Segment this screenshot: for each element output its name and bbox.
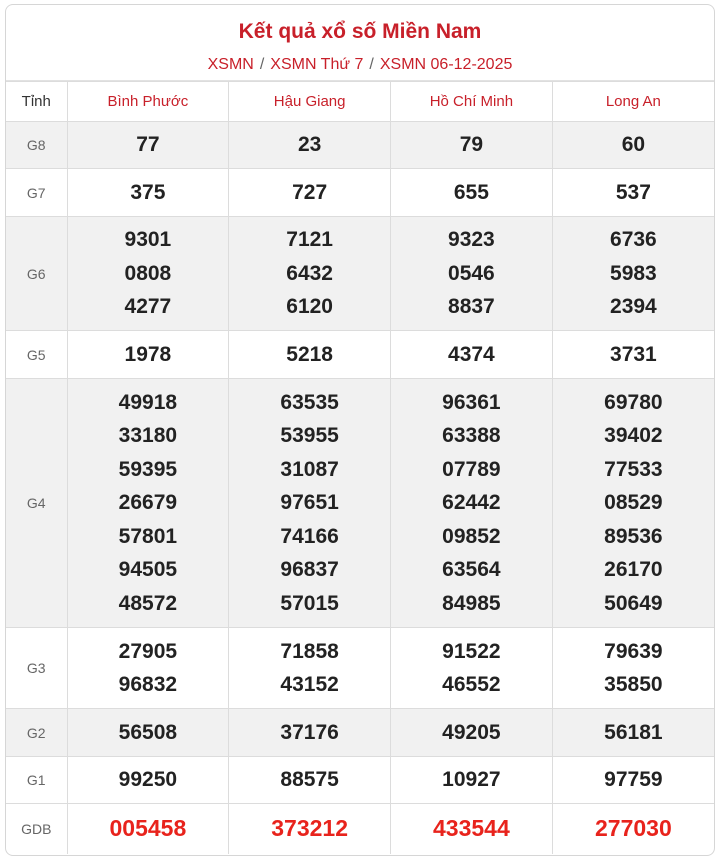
results-body [6, 122, 714, 854]
result-cell-ho-chi-minh [391, 379, 553, 628]
winning-number: 005458 [109, 815, 187, 842]
breadcrumb-separator: / [369, 56, 374, 73]
winning-number: 39402 [604, 424, 663, 448]
prize-row-g3 [6, 628, 714, 709]
prize-label: GDB [6, 804, 67, 854]
winning-number: 94505 [118, 558, 178, 582]
prize-label: G3 [6, 628, 67, 709]
winning-number: 43152 [280, 673, 339, 696]
result-cell-long-an [552, 122, 714, 169]
winning-number: 27905 [118, 639, 178, 663]
prize-label: G6 [6, 217, 67, 331]
winning-number: 60 [621, 133, 646, 157]
result-cell-ho-chi-minh [391, 757, 553, 804]
winning-number: 37176 [280, 720, 339, 744]
prize-row-g7 [6, 169, 714, 217]
result-cell-binh-phuoc [67, 379, 229, 628]
winning-number: 0808 [124, 261, 172, 285]
breadcrumb-separator: / [259, 56, 265, 73]
winning-number: 08529 [604, 491, 663, 515]
result-cell-long-an [552, 757, 714, 804]
result-cell-binh-phuoc [67, 804, 229, 854]
prize-row-g2 [6, 709, 714, 757]
result-cell-hau-giang [229, 804, 391, 854]
winning-number: 96361 [442, 391, 501, 415]
winning-number: 49205 [442, 720, 501, 744]
prize-label: G1 [6, 757, 67, 804]
winning-number: 537 [615, 180, 651, 204]
result-cell-binh-phuoc [67, 331, 229, 379]
winning-number: 99250 [118, 768, 178, 792]
winning-number: 277030 [595, 815, 672, 842]
result-cell-hau-giang [229, 331, 391, 379]
result-cell-binh-phuoc [67, 169, 229, 217]
result-cell-binh-phuoc [67, 709, 229, 757]
winning-number: 727 [292, 180, 328, 204]
winning-number: 6432 [286, 261, 333, 285]
results-header [6, 5, 714, 81]
winning-number: 57801 [118, 524, 178, 548]
result-cell-ho-chi-minh [391, 628, 553, 709]
winning-number: 63564 [442, 558, 501, 582]
result-cell-ho-chi-minh [391, 217, 553, 331]
result-cell-ho-chi-minh [391, 709, 553, 757]
winning-number: 6120 [286, 295, 333, 319]
winning-number: 1978 [124, 342, 172, 366]
result-cell-hau-giang [229, 169, 391, 217]
winning-number: 96832 [118, 673, 178, 696]
result-cell-binh-phuoc [67, 217, 229, 331]
result-cell-ho-chi-minh [391, 804, 553, 854]
winning-number: 49918 [118, 391, 178, 415]
prize-row-g5 [6, 331, 714, 379]
winning-number: 96837 [280, 558, 339, 582]
winning-number: 2394 [610, 295, 657, 319]
prize-label: G7 [6, 169, 67, 217]
result-cell-long-an [552, 169, 714, 217]
winning-number: 26170 [604, 558, 663, 582]
result-cell-hau-giang [229, 379, 391, 628]
result-cell-long-an [552, 709, 714, 757]
breadcrumb [6, 55, 714, 75]
result-cell-binh-phuoc [67, 628, 229, 709]
prize-label: G2 [6, 709, 67, 757]
result-cell-ho-chi-minh [391, 169, 553, 217]
prize-row-g6 [6, 217, 714, 331]
winning-number: 57015 [280, 591, 339, 615]
winning-number: 89536 [604, 524, 663, 548]
result-cell-hau-giang [229, 757, 391, 804]
winning-number: 91522 [442, 639, 501, 663]
winning-number: 5218 [286, 342, 333, 366]
winning-number: 33180 [118, 424, 178, 448]
winning-number: 7121 [286, 228, 333, 252]
winning-number: 6736 [610, 228, 657, 252]
winning-number: 48572 [118, 591, 178, 615]
winning-number: 74166 [280, 524, 339, 548]
winning-number: 3731 [610, 342, 657, 366]
province-header-hau-giang[interactable]: Hậu Giang [229, 82, 391, 122]
result-cell-ho-chi-minh [391, 122, 553, 169]
winning-number: 97651 [280, 491, 339, 515]
winning-number: 07789 [442, 457, 501, 481]
result-cell-long-an [552, 331, 714, 379]
result-cell-long-an [552, 217, 714, 331]
winning-number: 63388 [442, 424, 501, 448]
winning-number: 8837 [448, 295, 495, 319]
breadcrumb-link-date[interactable]: XSMN 06-12-2025 [379, 56, 513, 73]
result-cell-hau-giang [229, 122, 391, 169]
result-cell-binh-phuoc [67, 757, 229, 804]
winning-number: 88575 [280, 768, 339, 792]
winning-number: 4374 [448, 342, 495, 366]
prize-row-g8 [6, 122, 714, 169]
prize-row-gdb [6, 804, 714, 854]
winning-number: 433544 [433, 815, 510, 842]
province-header-ho-chi-minh[interactable]: Hồ Chí Minh [391, 82, 553, 122]
province-header-binh-phuoc[interactable]: Bình Phước [67, 82, 229, 122]
winning-number: 77533 [604, 457, 663, 481]
winning-number: 63535 [280, 391, 339, 415]
winning-number: 71858 [280, 639, 339, 663]
province-header-long-an[interactable]: Long An [552, 82, 714, 122]
winning-number: 46552 [442, 673, 501, 696]
prize-label: G5 [6, 331, 67, 379]
prize-row-g1 [6, 757, 714, 804]
winning-number: 69780 [604, 391, 663, 415]
winning-number: 79 [459, 133, 484, 157]
breadcrumb-link-weekday[interactable]: XSMN Thứ 7 [270, 56, 364, 73]
winning-number: 9301 [124, 228, 172, 252]
winning-number: 10927 [442, 768, 501, 792]
winning-number: 5983 [610, 261, 657, 285]
winning-number: 375 [130, 180, 166, 204]
result-cell-binh-phuoc [67, 122, 229, 169]
province-column-header: Tỉnh [6, 82, 67, 122]
result-cell-long-an [552, 628, 714, 709]
winning-number: 53955 [280, 424, 339, 448]
winning-number: 9323 [448, 228, 495, 252]
result-cell-hau-giang [229, 709, 391, 757]
winning-number: 23 [297, 133, 322, 157]
winning-number: 655 [453, 180, 489, 204]
winning-number: 31087 [280, 457, 339, 481]
result-cell-long-an [552, 379, 714, 628]
result-cell-hau-giang [229, 628, 391, 709]
winning-number: 35850 [604, 673, 663, 696]
winning-number: 26679 [118, 491, 178, 515]
results-card [5, 4, 715, 856]
result-cell-long-an [552, 804, 714, 854]
winning-number: 84985 [442, 591, 501, 615]
winning-number: 62442 [442, 491, 501, 515]
winning-number: 50649 [604, 591, 663, 615]
winning-number: 97759 [604, 768, 663, 792]
winning-number: 56508 [118, 720, 178, 744]
prize-label: G8 [6, 122, 67, 169]
winning-number: 56181 [604, 720, 663, 744]
winning-number: 77 [136, 133, 160, 157]
winning-number: 59395 [118, 457, 178, 481]
winning-number: 0546 [448, 261, 495, 285]
page-title: Kết quả xổ số Miền Nam [238, 20, 482, 43]
table-header-row [6, 82, 714, 122]
prize-row-g4 [6, 379, 714, 628]
result-cell-ho-chi-minh [391, 331, 553, 379]
winning-number: 09852 [442, 524, 501, 548]
winning-number: 4277 [124, 295, 172, 319]
winning-number: 373212 [271, 815, 348, 842]
breadcrumb-link-xsmn[interactable]: XSMN [207, 56, 254, 73]
prize-label: G4 [6, 379, 67, 628]
result-cell-hau-giang [229, 217, 391, 331]
results-table [6, 81, 714, 854]
winning-number: 79639 [604, 639, 663, 663]
